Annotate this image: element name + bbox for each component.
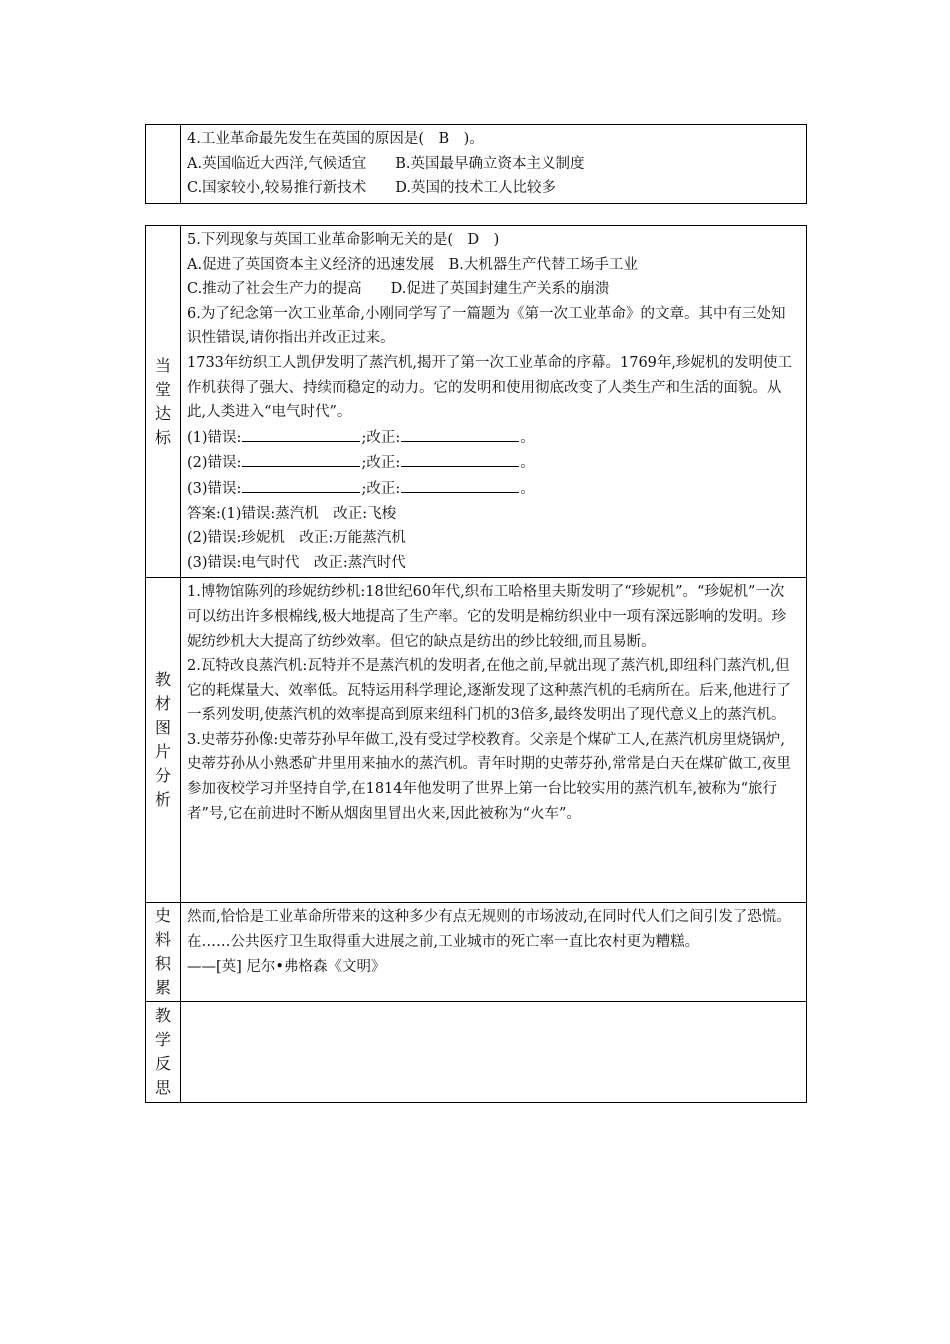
watt-paragraph: 2.瓦特改良蒸汽机:瓦特并不是蒸汽机的发明者,在他之前,早就出现了蒸汽机,即纽科门蒸汽机,但它的耗煤量大、效率低。瓦特运用科学理论,逐渐发现了这种蒸汽机的毛病所在。后来,他进行了一系列发明,使蒸汽机的效率提高到原来纽科门机的3倍多,最终发明出了现代意义上的蒸汽机。 xyxy=(187,658,791,724)
blank-row-1: (1)错误: ;改正: 。 xyxy=(187,425,798,451)
shiliao-text: 然而,恰恰是工业革命所带来的这种多少有点无规则的市场波动,在同时代人们之间引发了恐慌。在……公共医疗卫生取得重大进展之前,工业城市的死亡率一直比农村更为糟糕。 xyxy=(187,909,791,950)
error-2-blank[interactable] xyxy=(242,450,360,467)
question-4-stem: 4.工业革命最先发生在英国的原因是( B )。 xyxy=(187,131,484,147)
jiaocai-row xyxy=(146,578,807,903)
question-5-options-cd: C.推动了社会生产力的提高 D.促进了英国封建生产关系的崩溃 xyxy=(187,281,610,298)
question-4-options-cd: C.国家较小,较易推行新技术 D.英国的技术工人比较多 xyxy=(187,180,557,197)
question-5-options-ab: A.促进了英国资本主义经济的迅速发展 B.大机器生产代替工场手工业 xyxy=(187,256,638,273)
correction-2-blank[interactable] xyxy=(401,450,519,467)
correction-1-blank[interactable] xyxy=(401,425,519,442)
fansi-content[interactable] xyxy=(181,1002,807,1103)
correction-3-blank[interactable] xyxy=(401,476,519,493)
question-6-stem: 6.为了纪念第一次工业革命,小刚同学写了一篇题为《第一次工业革命》的文章。其中有三处知识性错误,请你指出并改正过来。 xyxy=(187,305,786,347)
blank-row-2: (2)错误: ;改正: 。 xyxy=(187,450,798,476)
jiaocai-label: 教 材 图 片 分 析 xyxy=(146,578,181,903)
fansi-label: 教 学 反 思 xyxy=(146,1002,181,1103)
dangtang-row xyxy=(146,226,807,578)
question-6-passage: 1733年纺织工人凯伊发明了蒸汽机,揭开了第一次工业革命的序幕。1769年,珍妮机的发明使工作机获得了强大、持续而稳定的动力。它的发明和使用彻底改变了人类生产和生活的面貌。从此,人类进入“电气时代”。 xyxy=(187,354,793,421)
shiliao-row xyxy=(146,903,807,1002)
answer-line-2: (2)错误:珍妮机 改正:万能蒸汽机 xyxy=(187,530,406,547)
jenny-paragraph: 1.博物馆陈列的珍妮纺纱机:18世纪60年代,织布工哈格里夫斯发明了“珍妮机”。“珍妮机”一次可以纺出许多根棉线,极大地提高了生产率。它的发明是棉纺织业中一项有深远影响的发明。珍妮纺纱机大大提高了纺纱效率。但它的缺点是纺出的纱比较细,而且易断。 xyxy=(187,584,787,650)
error-1-blank[interactable] xyxy=(242,425,360,442)
dangtang-label: 当 堂 达 标 xyxy=(146,226,181,578)
answer-line-1: 答案:(1)错误:蒸汽机 改正:飞梭 xyxy=(187,505,397,522)
shiliao-label: 史 料 积 累 xyxy=(146,903,181,1002)
dangtang-content xyxy=(181,226,807,578)
empty-label-cell xyxy=(146,125,181,204)
shiliao-source: ——[英] 尼尔•弗格森《文明》 xyxy=(187,958,386,975)
shiliao-content xyxy=(181,903,807,1002)
question-4-options-ab: A.英国临近大西洋,气候适宜 B.英国最早确立资本主义制度 xyxy=(187,155,585,172)
error-3-blank[interactable] xyxy=(242,476,360,493)
fansi-row xyxy=(146,1002,807,1103)
lesson-table xyxy=(145,225,807,1103)
question-5-stem: 5.下列现象与英国工业革命影响无关的是( D ) xyxy=(187,232,500,248)
blank-row-3: (3)错误: ;改正: 。 xyxy=(187,476,798,502)
question-4-table xyxy=(145,124,807,204)
stephenson-paragraph: 3.史蒂芬孙像:史蒂芬孙早年做工,没有受过学校教育。父亲是个煤矿工人,在蒸汽机房里烧锅炉,史蒂芬孙从小熟悉矿井里用来抽水的蒸汽机。青年时期的史蒂芬孙,常常是白天在煤矿做工,夜里参加夜校学习并坚持自学,在1814年他发明了世界上第一台比较实用的蒸汽机车,被称为“旅行者”号,它在前进时不断从烟囱里冒出火来,因此被称为“火车”。 xyxy=(187,731,791,822)
question-4-cell xyxy=(181,125,807,204)
answer-line-3: (3)错误:电气时代 改正:蒸汽时代 xyxy=(187,554,406,571)
jiaocai-content xyxy=(181,578,807,903)
